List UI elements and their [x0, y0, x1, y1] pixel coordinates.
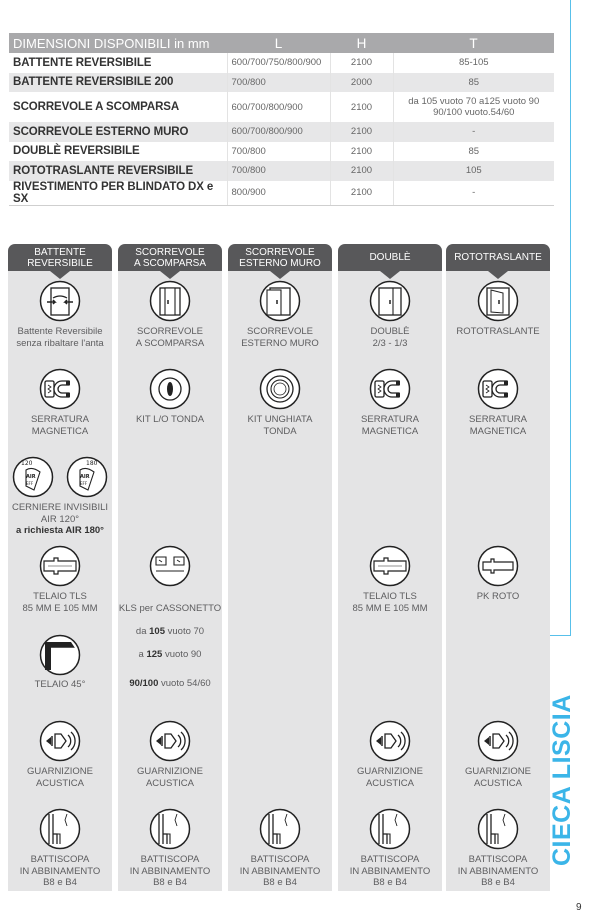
table-cell: -: [393, 181, 554, 206]
table-cell: 800/900: [227, 181, 330, 206]
table-cell: 2100: [330, 53, 393, 73]
table-cell: 600/700/800/900: [227, 122, 330, 142]
door-type-label: ROTOTRASLANTE: [456, 326, 540, 337]
table-cell: 2000: [330, 73, 393, 93]
table-header: H: [330, 33, 393, 53]
frame-line: KLS per CASSONETTO: [118, 602, 222, 614]
seal-label: GUARNIZIONE ACUSTICA: [465, 766, 531, 789]
table-cell: RIVESTIMENTO PER BLINDATO DX e SX: [9, 181, 227, 206]
hinge-air-120-icon: [12, 456, 54, 498]
frame-line-bold: 105: [149, 625, 165, 637]
table-cell: 600/700/750/800/900: [227, 53, 330, 73]
table-cell: ROTOTRASLANTE REVERSIBILE: [9, 161, 227, 181]
column-header: ROTOTRASLANTE: [446, 244, 550, 271]
skirting-label: BATTISCOPA IN ABBINAMENTO B8 e B4: [239, 854, 321, 888]
lock-label: KIT L/O TONDA: [135, 414, 205, 425]
frame-label: [118, 591, 222, 689]
round-handle-kit-icon: [149, 368, 191, 410]
door-type-sub: senza ribaltare l'anta: [16, 337, 104, 349]
table-cell: 2100: [330, 122, 393, 142]
lock-label: SERRATURA MAGNETICA: [31, 414, 89, 437]
acoustic-seal-icon: [39, 720, 81, 762]
table-cell: 600/700/800/900: [227, 92, 330, 122]
double-door-icon: [369, 280, 411, 322]
column-rototraslante: [446, 244, 550, 891]
table-header-row: [9, 33, 554, 53]
column-scorrevole-scomparsa: [118, 244, 222, 891]
hinge-air: AIR: [80, 474, 90, 480]
table-cell: 2100: [330, 92, 393, 122]
frame-label: TELAIO TLS 85 MM E 105 MM: [352, 591, 428, 614]
table-cell: SCORREVOLE A SCOMPARSA: [9, 92, 227, 122]
column-header: SCORREVOLE A SCOMPARSA: [118, 244, 222, 271]
frame-line: a: [138, 648, 147, 660]
column-scorrevole-esterno-muro: [228, 244, 332, 891]
hinge-air: AIR: [26, 474, 36, 480]
frame-line-bold: 125: [146, 648, 163, 660]
section-title: CIECA LISCIA: [548, 694, 576, 866]
seal-label: GUARNIZIONE ACUSTICA: [27, 766, 93, 789]
table-cell: 2100: [330, 181, 393, 206]
table-cell: 700/800: [227, 161, 330, 181]
table-cell: 85: [393, 73, 554, 93]
table-cell: SCORREVOLE ESTERNO MURO: [9, 122, 227, 142]
pocket-sliding-door-icon: [149, 280, 191, 322]
page-number: 9: [576, 902, 582, 913]
frame-line-bold: 90/100: [129, 677, 159, 689]
hinges-label: CERNIERE INVISIBILI AIR 120°: [11, 502, 109, 525]
hinges-note: a richiesta AIR 180°: [16, 525, 104, 536]
table-row: [9, 53, 554, 73]
frame-label: TELAIO TLS 85 MM E 105 MM: [22, 591, 98, 614]
table-row: [9, 142, 554, 162]
acoustic-seal-icon: [477, 720, 519, 762]
skirting-board-icon: [369, 808, 411, 850]
frame-line: da: [135, 625, 150, 637]
table-cell: 85-105: [458, 57, 489, 69]
seal-label: GUARNIZIONE ACUSTICA: [357, 766, 423, 789]
skirting-board-icon: [39, 808, 81, 850]
table-cell: BATTENTE REVERSIBILE 200: [9, 73, 227, 93]
door-type-label: SCORREVOLE ESTERNO MURO: [241, 326, 319, 349]
magnet-icon: [39, 368, 81, 410]
table-cell: -: [393, 122, 554, 142]
frame-tls-icon: [369, 545, 411, 587]
acoustic-seal-icon: [149, 720, 191, 762]
frame-line: vuoto 90: [162, 648, 202, 660]
table-row: [9, 92, 554, 122]
table-row: [9, 122, 554, 142]
column-header: BATTENTE REVERSIBILE: [8, 244, 112, 271]
magnet-icon: [477, 368, 519, 410]
round-finger-pull-icon: [259, 368, 301, 410]
door-type-name: Battente Reversibile: [17, 326, 103, 337]
skirting-label: BATTISCOPA IN ABBINAMENTO B8 e B4: [457, 854, 539, 888]
table-cell: 2100: [330, 142, 393, 162]
hinge-air-180-icon: [66, 456, 108, 498]
table-cell: 85: [468, 145, 480, 157]
door-type-label: SCORREVOLE A SCOMPARSA: [135, 326, 205, 349]
table-header: DIMENSIONI DISPONIBILI in mm: [9, 33, 227, 53]
lock-label: SERRATURA MAGNETICA: [469, 414, 527, 437]
lock-label: KIT UNGHIATA TONDA: [247, 414, 313, 437]
column-header: SCORREVOLE ESTERNO MURO: [228, 244, 332, 271]
skirting-board-icon: [477, 808, 519, 850]
table-cell: 700/800: [227, 142, 330, 162]
frame45-label: TELAIO 45°: [34, 679, 86, 690]
table-cell: BATTENTE REVERSIBILE: [9, 53, 227, 73]
door-type-label: [8, 326, 112, 349]
table-header: L: [227, 33, 330, 53]
table-row: [9, 161, 554, 181]
seal-label: GUARNIZIONE ACUSTICA: [137, 766, 203, 789]
column-panel: [228, 271, 332, 891]
table-cell: 2100: [330, 161, 393, 181]
magnet-icon: [369, 368, 411, 410]
table-cell: 105: [393, 161, 554, 181]
table-cell: 700/800: [227, 73, 330, 93]
table-cell: DOUBLÈ REVERSIBILE: [9, 142, 227, 162]
table-row: [9, 73, 554, 93]
kls-frame-icon: [149, 545, 191, 587]
lock-label: SERRATURA MAGNETICA: [361, 414, 419, 437]
side-divider-tick: [550, 635, 571, 636]
hinge-eff: EFF: [80, 481, 88, 486]
table-row: [9, 181, 554, 206]
roto-translating-door-icon: [477, 280, 519, 322]
frame-line: vuoto 70: [164, 625, 205, 637]
frame-tls-icon: [39, 545, 81, 587]
dimensions-table: [9, 33, 554, 206]
external-sliding-door-icon: [259, 280, 301, 322]
skirting-board-icon: [259, 808, 301, 850]
frame-label: PK ROTO: [476, 591, 520, 602]
acoustic-seal-icon: [369, 720, 411, 762]
skirting-board-icon: [149, 808, 191, 850]
skirting-label: BATTISCOPA IN ABBINAMENTO B8 e B4: [19, 854, 101, 888]
frame-45-icon: [39, 634, 81, 676]
skirting-label: BATTISCOPA IN ABBINAMENTO B8 e B4: [349, 854, 431, 888]
hinge-eff: EFF: [26, 481, 34, 486]
column-battente-reversibile: [8, 244, 112, 891]
column-double: [338, 244, 442, 891]
skirting-label: BATTISCOPA IN ABBINAMENTO B8 e B4: [129, 854, 211, 888]
frame-line: vuoto 54/60: [158, 677, 211, 689]
table-cell: da 105 vuoto 70 a125 vuoto 90 90/100 vuoto.54/60: [408, 96, 540, 118]
swing-door-reversible-icon: [39, 280, 81, 322]
pk-roto-frame-icon: [477, 545, 519, 587]
table-header: T: [393, 33, 554, 53]
hinge-degree: 180: [86, 460, 98, 467]
column-header: DOUBLÈ: [338, 244, 442, 271]
hinge-degree: 120: [21, 460, 33, 467]
door-type-label: DOUBLÈ 2/3 - 1/3: [370, 326, 410, 349]
side-divider: [570, 0, 571, 636]
